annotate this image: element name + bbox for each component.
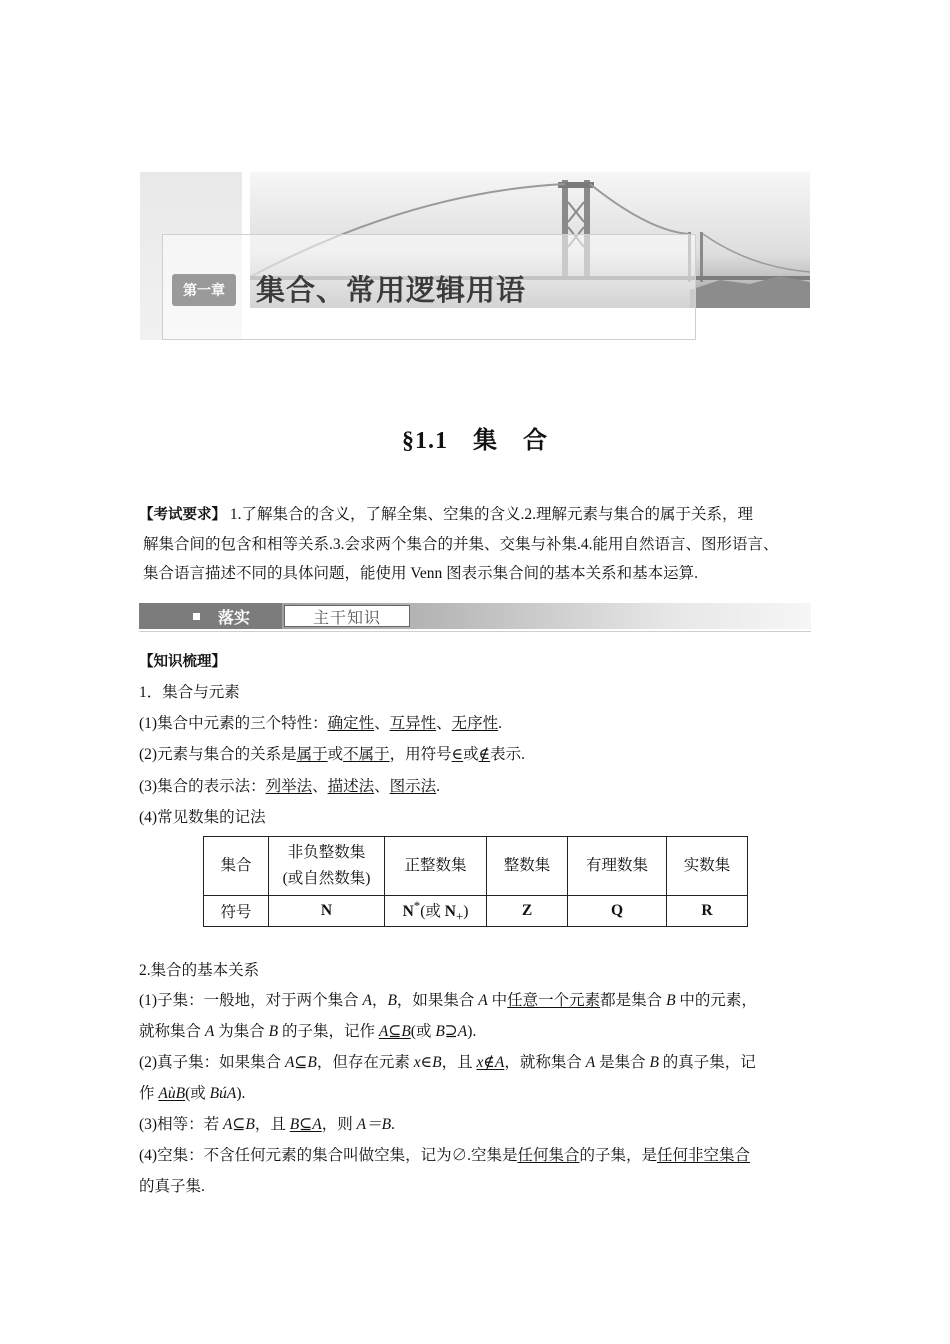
table-cell: R bbox=[667, 896, 748, 927]
table-cell: 符号 bbox=[204, 896, 269, 927]
chapter-badge: 第一章 bbox=[172, 274, 236, 306]
empty-set-definition: (4)空集：不含任何元素的集合叫做空集，记为∅.空集是任何集合的子集，是任何非空集合 bbox=[139, 1147, 750, 1164]
knowledge-tag: 【知识梳理】 bbox=[139, 654, 226, 670]
equality-definition: (3)相等：若 A⊆B，且 B⊆A，则 A＝B. bbox=[139, 1116, 395, 1133]
section-bar bbox=[139, 603, 811, 629]
table-cell: 集合 bbox=[204, 837, 269, 896]
empty-set-definition-cont: 的真子集. bbox=[139, 1178, 205, 1195]
paragraph-1: (1)集合中元素的三个特性：确定性、互异性、无序性. bbox=[139, 715, 503, 732]
proper-subset-definition-cont: 作 AùB(或 BúA). bbox=[139, 1085, 246, 1102]
number-sets-table bbox=[203, 836, 748, 927]
table-cell: 非负整数集 (或自然数集) bbox=[269, 837, 385, 896]
section-title: §1.1 集 合 bbox=[402, 428, 548, 454]
table-cell: 有理数集 bbox=[568, 837, 667, 896]
section-bar-label: 主干知识 bbox=[284, 605, 410, 627]
table-symbol-row bbox=[204, 896, 748, 927]
requirements-tag: 【考试要求】 bbox=[139, 507, 226, 523]
table-cell: 实数集 bbox=[667, 837, 748, 896]
exam-requirements bbox=[139, 500, 811, 588]
square-bullet-icon bbox=[193, 613, 200, 620]
section-bar-rule bbox=[139, 631, 811, 632]
paragraph-4: (4)常见数集的记法 bbox=[139, 809, 266, 826]
requirements-line-2: 解集合间的包含和相等关系.3.会求两个集合的并集、交集与补集.4.能用自然语言、图形语言、 bbox=[143, 536, 779, 553]
section-bar-dark: 落实 bbox=[139, 603, 282, 629]
table-cell: 整数集 bbox=[487, 837, 568, 896]
item-1-title: 1．集合与元素 bbox=[139, 684, 240, 701]
subset-definition-cont: 就称集合 A 为集合 B 的子集，记作 A⊆B(或 B⊇A). bbox=[139, 1023, 477, 1040]
proper-subset-definition: (2)真子集：如果集合 A⊆B，但存在元素 x∈B，且 x∉A，就称集合 A 是集合 B 的真子集，记 bbox=[139, 1054, 756, 1071]
table-cell: Z bbox=[487, 896, 568, 927]
subset-definition: (1)子集：一般地，对于两个集合 A，B，如果集合 A 中任意一个元素都是集合 B 中的元素， bbox=[139, 992, 757, 1009]
paragraph-2: (2)元素与集合的关系是属于或不属于，用符号∈或∉表示. bbox=[139, 746, 526, 763]
table-cell: N bbox=[269, 896, 385, 927]
item-2-title: 2.集合的基本关系 bbox=[139, 962, 260, 979]
table-cell: Q bbox=[568, 896, 667, 927]
table-cell: N*(或 $N_+$) bbox=[385, 896, 487, 927]
table-header-row bbox=[204, 837, 748, 896]
table-cell: 正整数集 bbox=[385, 837, 487, 896]
requirements-line-1: 【考试要求】 1.了解集合的含义，了解全集、空集的含义.2.理解元素与集合的属于关系，理 bbox=[139, 506, 754, 523]
chapter-banner bbox=[140, 172, 810, 340]
paragraph-3: (3)集合的表示法：列举法、描述法、图示法. bbox=[139, 778, 441, 795]
requirements-line-3: 集合语言描述不同的具体问题，能使用 Venn 图表示集合间的基本关系和基本运算. bbox=[143, 565, 698, 582]
chapter-title: 集合、常用逻辑用语 bbox=[256, 273, 527, 307]
